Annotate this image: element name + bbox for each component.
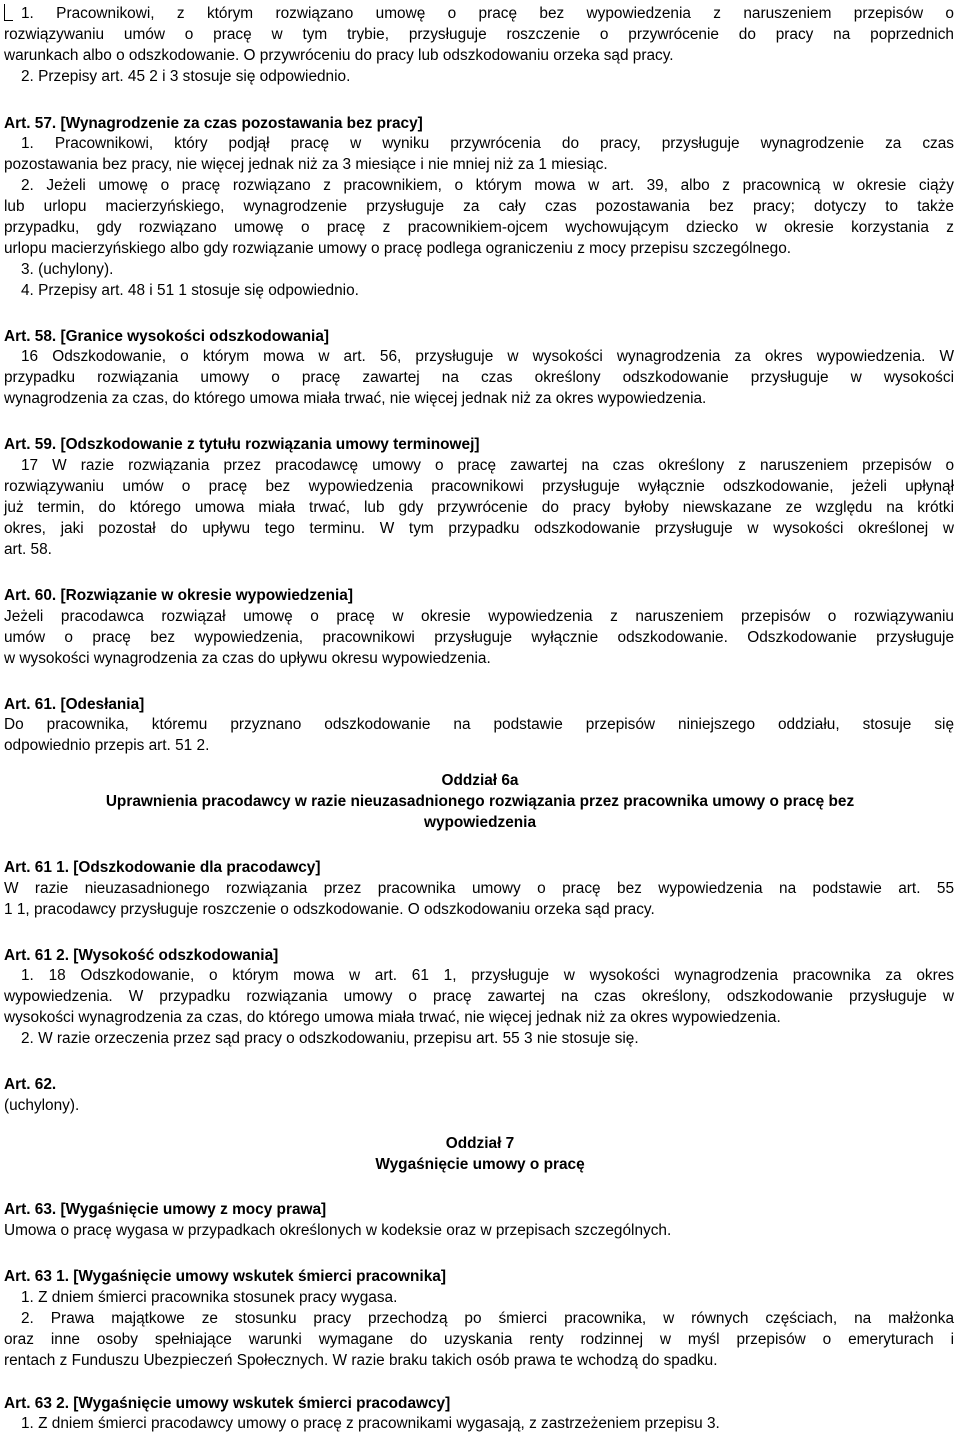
- text-line: przypadku, gdy rozwiązano umowę o pracę z pracownikiem-ojcem wychowującym dziecko w okresie korzystania z: [4, 219, 954, 236]
- text-line: Umowa o pracę wygasa w przypadkach określonych w kodeksie oraz w przepisach szczególnych.: [4, 1222, 672, 1239]
- text-line: 1. Z dniem śmierci pracownika stosunek pracy wygasa.: [21, 1289, 398, 1306]
- text-line: 2. Jeżeli umowę o pracę rozwiązano z pracownikiem, o którym mowa w art. 39, albo z pracownicą w okresie ciąży: [21, 177, 954, 194]
- text-line: Oddział 7: [445, 1135, 515, 1152]
- text-line: Uprawnienia pracodawcy w razie nieuzasadnionego rozwiązania przez pracownika umowy o pracę bez: [105, 793, 855, 810]
- text-line: wypowiedzenia: [423, 814, 537, 831]
- text-line: 3. (uchylony).: [21, 261, 114, 278]
- text-line: 4. Przepisy art. 48 i 51 1 stosuje się odpowiednio.: [21, 282, 359, 299]
- text-line: Art. 60. [Rozwiązanie w okresie wypowiedzenia]: [4, 587, 353, 604]
- text-line: umów o pracę bez wypowiedzenia, pracownikowi przysługuje wyłącznie odszkodowanie. Odszkodowanie przysługuje: [4, 629, 954, 646]
- text-line: rentach z Funduszu Ubezpieczeń Społecznych. W razie braku takich osób prawa te wchodzą do spadku.: [4, 1352, 718, 1369]
- text-line: odpowiednio przepis art. 51 2.: [4, 737, 210, 754]
- text-line: Art. 62.: [4, 1076, 57, 1093]
- text-line: oraz inne osoby spełniające warunki wymagane do uzyskania renty rodzinnej w myśl przepisów o emeryturach i: [4, 1331, 954, 1348]
- text-line: Do pracownika, któremu przyznano odszkodowanie na podstawie przepisów niniejszego oddziału, stosuje się: [4, 716, 954, 733]
- text-line: 1. 18 Odszkodowanie, o którym mowa w art. 61 1, przysługuje w wysokości wynagrodzenia pracownika za okres: [21, 967, 954, 984]
- text-line: Art. 63 1. [Wygaśnięcie umowy wskutek śmierci pracownika]: [4, 1268, 446, 1285]
- text-line: wysokości wynagrodzenia za czas, do którego umowa miała trwać, nie więcej jednak niż za okres wypowiedzenia.: [4, 1009, 781, 1026]
- text-line: Art. 61 2. [Wysokość odszkodowania]: [4, 947, 279, 964]
- text-line: 17 W razie rozwiązania przez pracodawcę umowy o pracę zawartej na czas określony z naruszeniem przepisów o: [21, 457, 954, 474]
- text-line: wypowiedzenia. W przypadku rozwiązania umowy o pracę zawartej na czas określony, odszkodowanie przysługuje w: [4, 988, 954, 1005]
- text-line: art. 58.: [4, 541, 52, 558]
- text-line: Art. 59. [Odszkodowanie z tytułu rozwiązania umowy terminowej]: [4, 436, 480, 453]
- text-line: Art. 58. [Granice wysokości odszkodowania]: [4, 328, 330, 345]
- text-line: lub urlopu macierzyńskiego, wynagrodzenie przysługuje za cały czas pozostawania bez pracy; dotyczy to także: [4, 198, 954, 215]
- text-line: Art. 63. [Wygaśnięcie umowy z mocy prawa]: [4, 1201, 327, 1218]
- text-line: warunkach albo o odszkodowanie. O przywróceniu do pracy lub odszkodowaniu orzeka sąd pracy.: [4, 47, 674, 64]
- text-line: wynagrodzenia za czas, do którego umowa miała trwać, nie więcej jednak niż za okres wypowiedzenia.: [4, 390, 707, 407]
- text-line: 16 Odszkodowanie, o którym mowa w art. 56, przysługuje w wysokości wynagrodzenia za okres wypowiedzenia. W: [21, 348, 954, 365]
- text-line: przypadku rozwiązania umowy o pracę zawartej na czas określony odszkodowanie przysługuje w wysokości: [4, 369, 954, 386]
- text-line: 2. Prawa majątkowe ze stosunku pracy przechodzą po śmierci pracownika, w równych częściach, na małżonka: [21, 1310, 954, 1327]
- text-line: rozwiązywaniu umów o pracę bez wypowiedzenia pracownikowi przysługuje wyłącznie odszkodowanie, jeżeli upłynął: [4, 478, 954, 495]
- text-line: W razie nieuzasadnionego rozwiązania przez pracownika umowy o pracę bez wypowiedzenia na podstawie art. 55: [4, 880, 954, 897]
- text-line: 1. Pracownikowi, z którym rozwiązano umowę o pracę bez wypowiedzenia z naruszeniem przepisów o: [21, 5, 954, 22]
- text-line: w wysokości wynagrodzenia za czas do upływu okresu wypowiedzenia.: [4, 650, 491, 667]
- text-line: rozwiązywaniu umów o pracę w tym trybie, przysługuje roszczenie o przywrócenie do pracy na poprzednich: [4, 26, 954, 43]
- text-line: Wygaśnięcie umowy o pracę: [375, 1156, 585, 1173]
- text-line: okres, jaki pozostał do upływu tego terminu. W tym przypadku odszkodowanie przysługuje w wysokości określonej w: [4, 520, 954, 537]
- text-line: 1. Z dniem śmierci pracodawcy umowy o pracę z pracownikami wygasają, z zastrzeżeniem przepisu 3.: [21, 1415, 720, 1432]
- text-line: pozostawania bez pracy, nie więcej jednak niż za 3 miesiące i nie mniej niż za 1 miesiąc.: [4, 156, 608, 173]
- text-line: 2. W razie orzeczenia przez sąd pracy o odszkodowaniu, przepisu art. 55 3 nie stosuje się.: [21, 1030, 639, 1047]
- text-line: już termin, do którego umowa miała trwać, lub gdy przywrócenie do pracy byłoby niewskazane ze względu na krótki: [4, 499, 954, 516]
- text-line: Art. 61 1. [Odszkodowanie dla pracodawcy]: [4, 859, 321, 876]
- text-line: Oddział 6a: [441, 772, 519, 789]
- text-line: Jeżeli pracodawca rozwiązał umowę o pracę w okresie wypowiedzenia z naruszeniem przepisów o rozwiązywaniu: [4, 608, 954, 625]
- text-line: Art. 57. [Wynagrodzenie za czas pozostawania bez pracy]: [4, 115, 423, 132]
- text-line: 2. Przepisy art. 45 2 i 3 stosuje się odpowiednio.: [21, 68, 351, 85]
- text-line: urlopu macierzyńskiego albo gdy rozwiązanie umowy o pracę podlega ograniczeniu z mocy przepisu szczególnego.: [4, 240, 792, 257]
- text-line: Art. 61. [Odesłania]: [4, 696, 145, 713]
- text-line: (uchylony).: [4, 1097, 80, 1114]
- text-line: Art. 63 2. [Wygaśnięcie umowy wskutek śmierci pracodawcy]: [4, 1395, 451, 1412]
- text-line: 1 1, pracodawcy przysługuje roszczenie o odszkodowanie. O odszkodowaniu orzeka sąd pracy.: [4, 901, 655, 918]
- text-line: 1. Pracownikowi, który podjął pracę w wyniku przywrócenia do pracy, przysługuje wynagrodzenie za czas: [21, 135, 954, 152]
